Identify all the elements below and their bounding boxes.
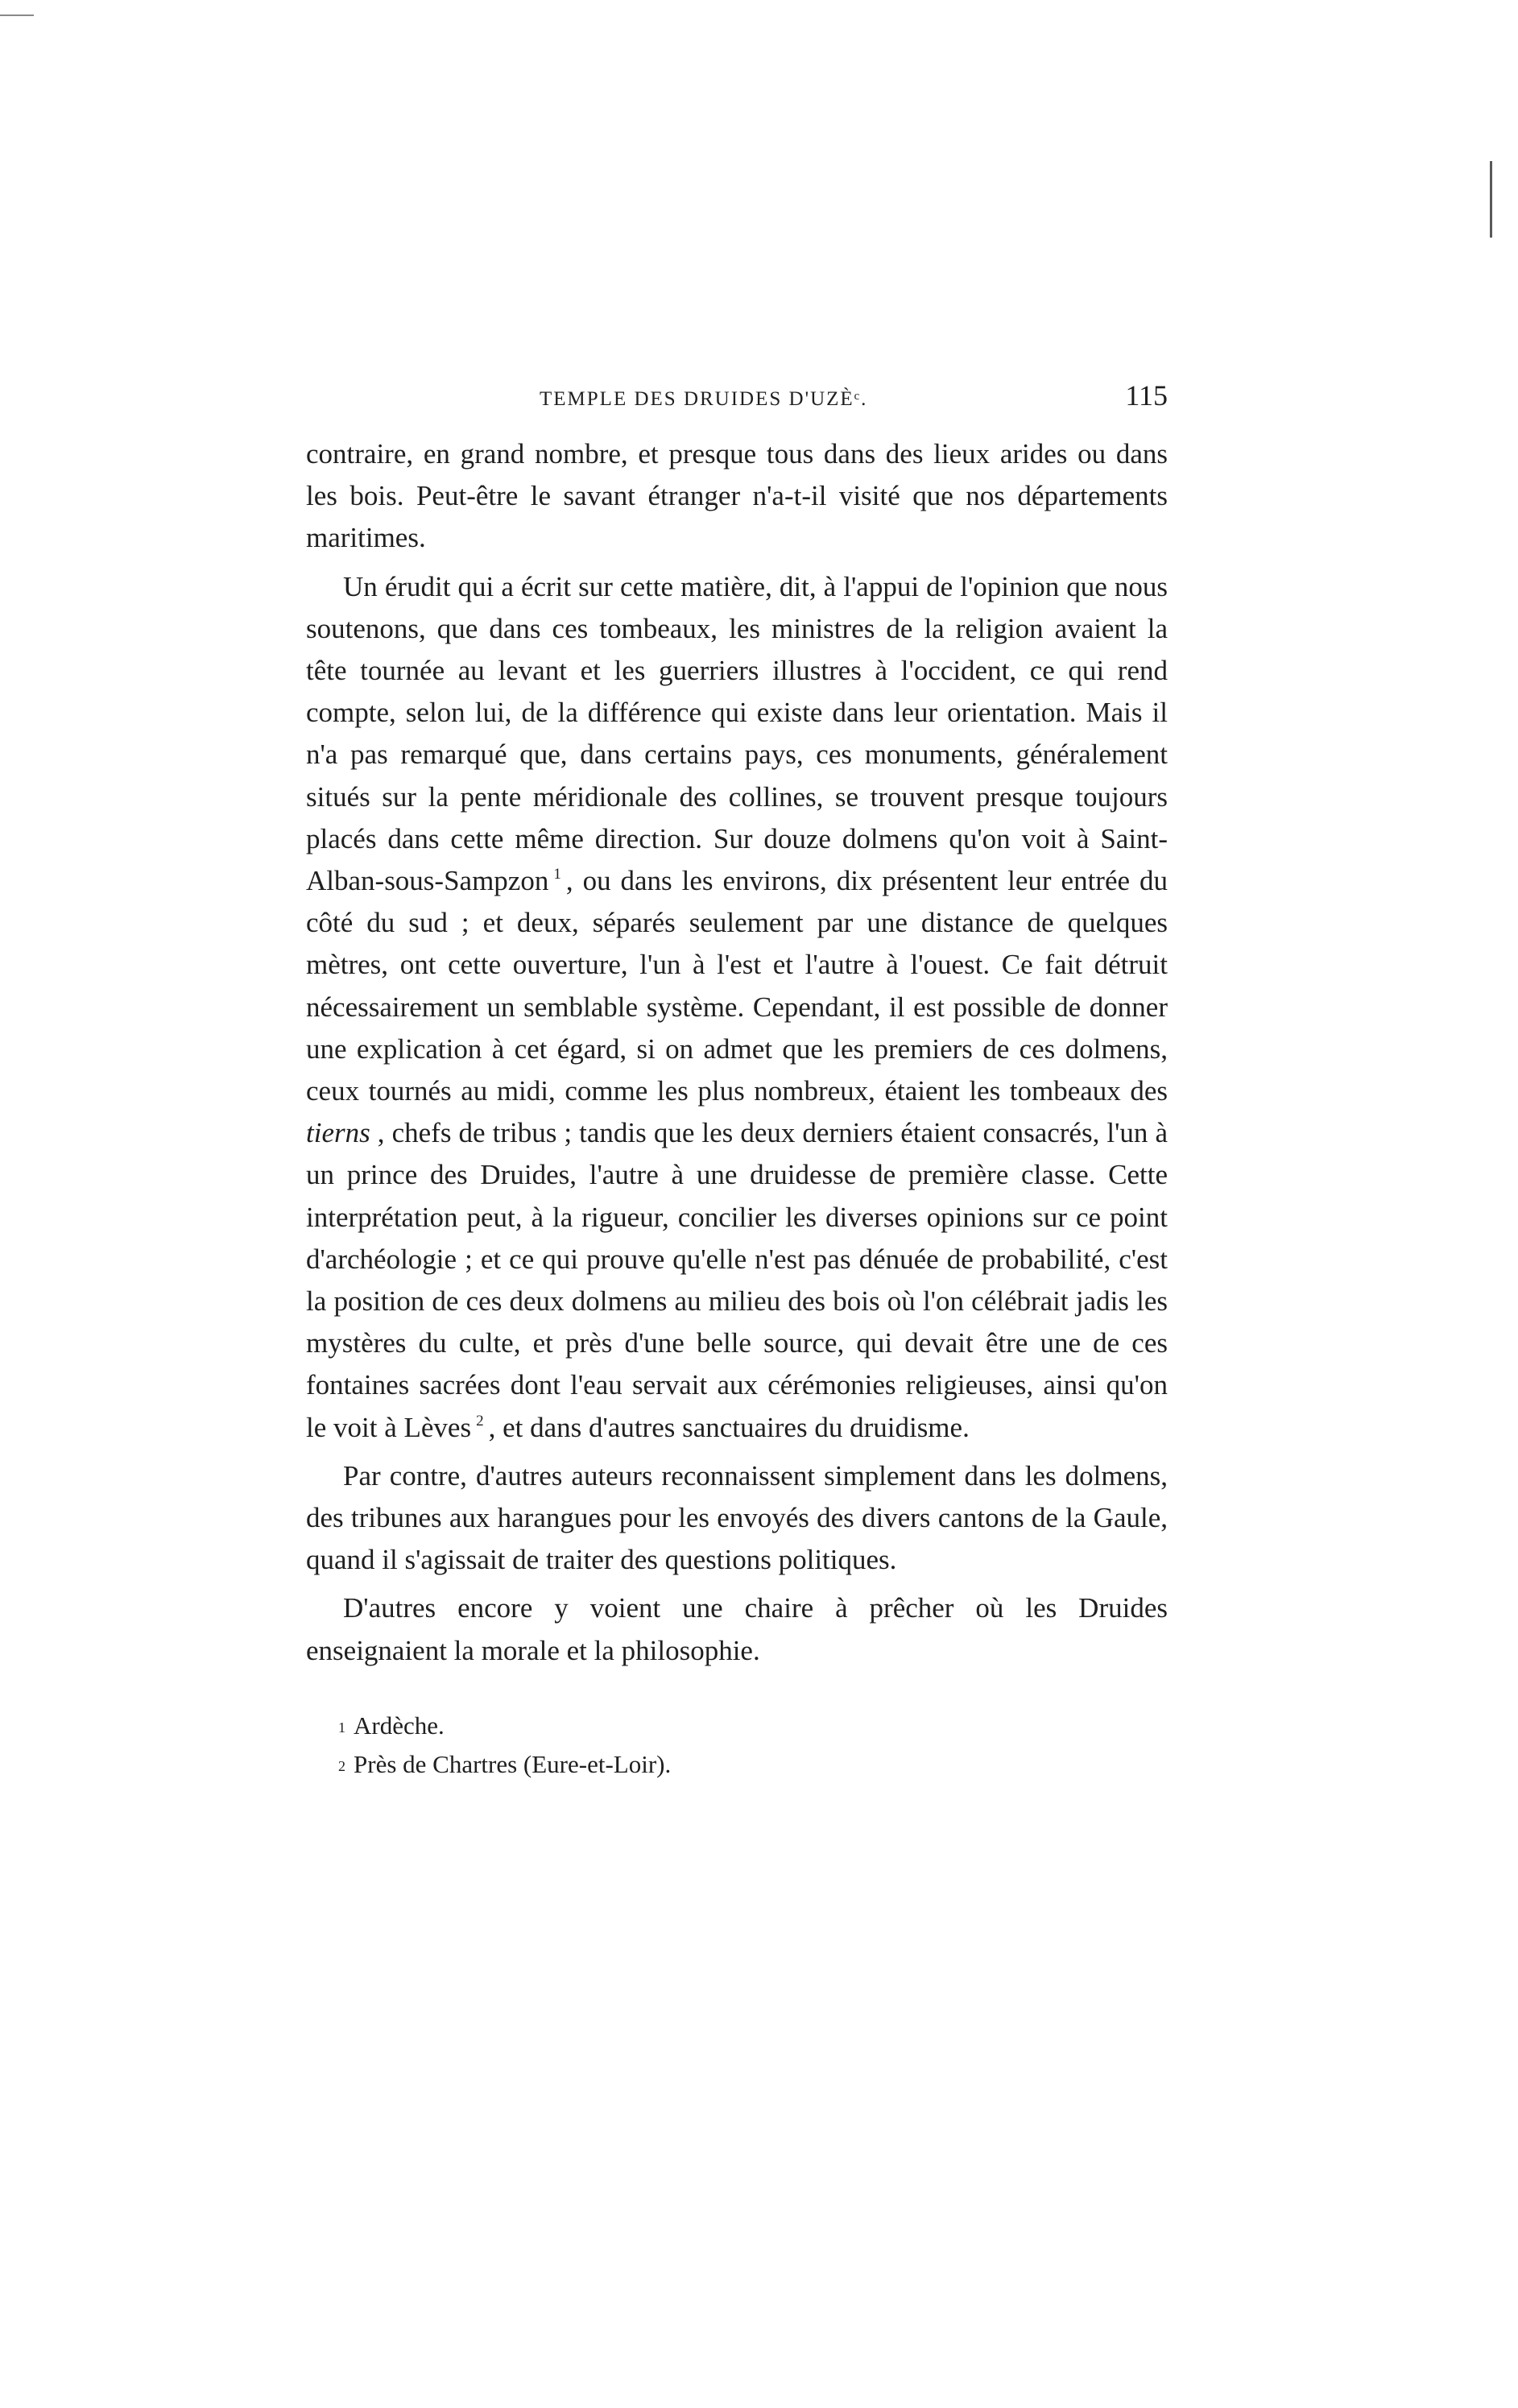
paragraph-1: contraire, en grand nombre, et presque tous dans des lieux arides ou dans les bois. Peut-être le savant étranger n'a-t-il visité que nos départements maritimes. [306,438,1168,554]
paragraph-2-part-2: , ou dans les environs, dix présentent leur entrée du côté du sud ; et deux, séparés seulement par une distance de quelques mètres, ont cette ouverture, l'un à l'est et l'autre à l'ouest. Ce fait détruit nécessairement un semblable système. Cependant, il est possible de donner une explication à cet égard, si on admet que les premiers de ces dolmens, ceux tournés au midi, comme les plus nombreux, étaient les tombeaux des [306,865,1168,1107]
page-number: 115 [1125,379,1168,412]
footnote-1-number: 1 [338,1719,345,1736]
footnote-1-text: Ardèche. [354,1711,445,1740]
paragraph-2-part-1: Un érudit qui a écrit sur cette matière, dit, à l'appui de l'opinion que nous soutenons, que dans ces tombeaux, les ministres de la religion avaient la tête tournée au levant et les guerriers illustres à l'occident, ce qui rend compte, selon lui, de la différence qui existe dans leur orientation. Mais il n'a pas remarqué que, dans certains pays, ces monuments, généralement situés sur la pente méridionale des collines, se trouvent presque toujours placés dans cette même direction. Sur douze dolmens qu'on voit à Saint-Alban-sous-Sampzon [306,570,1168,897]
footnote-2-text: Près de Chartres (Eure-et-Loir). [354,1749,672,1778]
paragraph-2 [306,566,1168,1449]
paragraph-2-part-3: , chefs de tribus ; tandis que les deux derniers étaient consacrés, l'un à un prince des Druides, l'autre à une druidesse de première classe. Cette interprétation peut, à la rigueur, concilier les diverses opinions sur ce point d'archéologie ; et ce qui prouve qu'elle n'est pas dénuée de probabilité, c'est la position de ces deux dolmens au milieu des bois où l'on célébrait jadis les mystères du culte, et près d'une belle source, qui devait être une de ces fontaines sacrées dont l'eau servait aux cérémonies religieuses, ainsi qu'on le voit à Lèves [306,1117,1168,1443]
italic-term: tierns [306,1117,370,1149]
body-text [306,433,1168,1672]
footnotes [306,1707,1168,1785]
footnote-2-number: 2 [338,1757,345,1774]
paragraph-3: Par contre, d'autres auteurs reconnaissent simplement dans les dolmens, des tribunes aux harangues pour les envoyés des divers cantons de la Gaule, quand il s'agissait de traiter des questions politiques. [306,1459,1168,1576]
footnote-1 [338,1707,1168,1746]
scan-edge-mark [0,14,34,16]
book-page [306,379,1168,1785]
paragraph-2-part-4: , et dans d'autres sanctuaires du druidisme. [488,1411,970,1443]
paragraph-4: D'autres encore y voient une chaire à prêcher où les Druides enseignaient la morale et la philosophie. [306,1592,1168,1666]
footnote-2 [338,1746,1168,1785]
running-title: TEMPLE DES DRUIDES D'UZÈᶜ. [540,388,868,410]
running-head [306,379,1168,427]
footnote-ref-2[interactable]: 2 [476,1412,484,1429]
footnote-ref-1[interactable]: 1 [553,866,561,883]
scan-margin-rule [1490,161,1492,238]
